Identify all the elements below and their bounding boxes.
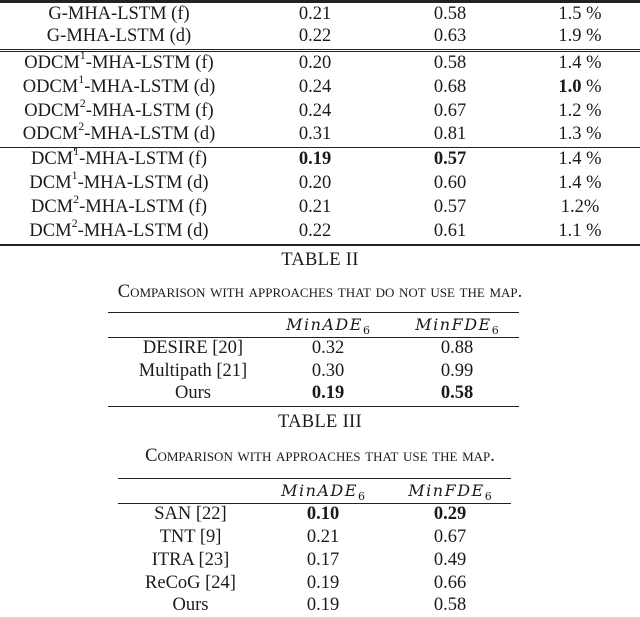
table-row	[0, 24, 640, 48]
table-row	[0, 118, 640, 146]
method-prefix: ODCM	[22, 124, 79, 144]
miss-rate-value: 1.1 %	[558, 221, 602, 241]
table-row	[0, 215, 640, 243]
group-divider	[0, 49, 640, 50]
method-suffix: -MHA-LSTM (f)	[85, 53, 214, 73]
method-prefix: DCM	[30, 149, 74, 169]
method-prefix: ODCM	[24, 53, 80, 73]
ade-value-best: 0.10	[306, 504, 340, 524]
table3-caption: Comparison with approaches that use the map.	[145, 446, 495, 466]
table2-bottom-rule	[108, 406, 519, 407]
table-row	[0, 2, 640, 26]
table2-title: TABLE II	[281, 250, 359, 270]
fde-value: 0.99	[440, 361, 474, 381]
table-row	[0, 95, 640, 123]
header-text: MinADE	[286, 315, 363, 334]
ade-value: 0.21	[298, 197, 332, 217]
method-name	[0, 71, 238, 99]
ade-value-best: 0.19	[311, 383, 345, 403]
method-name: Multipath [21]	[138, 361, 248, 381]
header-text: MinFDE	[415, 315, 492, 334]
fde-value-best: 0.29	[433, 504, 467, 524]
method-name	[0, 118, 238, 146]
best-value: 1.0	[558, 77, 582, 97]
table-row	[118, 526, 511, 549]
method-suffix: -MHA-LSTM (d)	[77, 221, 209, 241]
table-row	[108, 360, 519, 383]
table-row	[0, 167, 640, 195]
miss-rate-value: 1.2%	[560, 197, 600, 217]
fde-value: 0.68	[433, 77, 467, 97]
ade-value: 0.19	[306, 595, 340, 615]
fde-value: 0.81	[433, 124, 467, 144]
method-suffix: -MHA-LSTM (d)	[77, 173, 209, 193]
method-prefix: DCM	[29, 221, 72, 241]
fde-value: 0.61	[433, 221, 467, 241]
table-row	[118, 503, 511, 526]
superscript: 2	[79, 95, 86, 110]
unit: %	[581, 77, 602, 97]
fde-value: 0.58	[433, 53, 467, 73]
fde-value-best: 0.57	[433, 149, 467, 169]
ade-value: 0.21	[298, 4, 332, 24]
method-name	[0, 95, 238, 123]
ade-value: 0.22	[298, 26, 332, 46]
subscript: 6	[357, 490, 365, 504]
table1-bottom-rule	[0, 244, 640, 246]
ade-value: 0.22	[298, 221, 332, 241]
fde-value: 0.58	[433, 595, 467, 615]
superscript: 1	[73, 143, 80, 158]
fde-value: 0.63	[433, 26, 467, 46]
method-prefix: ODCM	[22, 77, 79, 97]
method-suffix: -MHA-LSTM (d)	[84, 77, 216, 97]
method-suffix: -MHA-LSTM (d)	[84, 124, 216, 144]
method-name	[0, 215, 238, 243]
subscript: 6	[491, 324, 499, 338]
subscript: 6	[362, 324, 370, 338]
table-row	[108, 382, 519, 405]
fde-value: 0.67	[433, 101, 467, 121]
method-name: TNT [9]	[159, 527, 222, 547]
miss-rate-value: 1.4 %	[558, 173, 602, 193]
header-text: MinADE	[281, 481, 358, 500]
method-name	[0, 143, 238, 171]
method-name	[0, 167, 238, 195]
method-name: ITRA [23]	[151, 550, 230, 570]
method-name: G-MHA-LSTM (d)	[46, 26, 192, 46]
ade-value: 0.32	[311, 338, 345, 358]
ade-value: 0.21	[306, 527, 340, 547]
method-name	[0, 47, 238, 75]
table-row	[108, 337, 519, 360]
ade-value: 0.30	[311, 361, 345, 381]
ade-value: 0.24	[298, 77, 332, 97]
fde-value-best: 0.58	[440, 383, 474, 403]
method-suffix: -MHA-LSTM (f)	[85, 101, 214, 121]
miss-rate-value: 1.5 %	[558, 4, 602, 24]
table-row	[118, 594, 511, 617]
table-row	[0, 47, 640, 75]
method-name: Ours	[172, 595, 209, 615]
miss-rate-value: 1.4 %	[558, 149, 602, 169]
table-row	[118, 572, 511, 595]
fde-value: 0.57	[433, 197, 467, 217]
fde-value: 0.67	[433, 527, 467, 547]
fde-value: 0.88	[440, 338, 474, 358]
superscript: 2	[73, 191, 80, 206]
method-suffix: -MHA-LSTM (f)	[79, 149, 208, 169]
superscript: 1	[79, 47, 86, 62]
superscript: 2	[71, 215, 78, 230]
ade-value: 0.20	[298, 53, 332, 73]
method-name: G-MHA-LSTM (f)	[48, 4, 190, 24]
header-text: MinFDE	[408, 481, 485, 500]
method-prefix: ODCM	[24, 101, 80, 121]
ade-value: 0.24	[298, 101, 332, 121]
superscript: 1	[78, 71, 85, 86]
ade-value: 0.17	[306, 550, 340, 570]
subscript: 6	[484, 490, 492, 504]
miss-rate-value: 1.4 %	[558, 53, 602, 73]
table2-caption: Comparison with approaches that do not use the map.	[117, 282, 523, 302]
miss-rate-value: 1.9 %	[558, 26, 602, 46]
fde-value: 0.66	[433, 573, 467, 593]
table-row	[0, 191, 640, 219]
method-prefix: DCM	[29, 173, 72, 193]
table-row	[0, 71, 640, 99]
superscript: 2	[78, 118, 85, 133]
ade-value: 0.20	[298, 173, 332, 193]
method-name	[0, 191, 238, 219]
table-header-row	[108, 313, 519, 336]
fde-value: 0.58	[433, 4, 467, 24]
method-prefix: DCM	[30, 197, 74, 217]
method-name: SAN [22]	[154, 504, 227, 524]
fde-value: 0.60	[433, 173, 467, 193]
miss-rate-value: 1.3 %	[558, 124, 602, 144]
table-row	[118, 549, 511, 572]
method-name: ReCoG [24]	[145, 573, 236, 593]
miss-rate-value: 1.2 %	[558, 101, 602, 121]
ade-value-best: 0.19	[298, 149, 332, 169]
fde-value: 0.49	[433, 550, 467, 570]
ade-value: 0.31	[298, 124, 332, 144]
method-name: Ours	[175, 383, 211, 403]
method-name: DESIRE [20]	[142, 338, 244, 358]
table3-title: TABLE III	[278, 412, 362, 432]
superscript: 1	[71, 167, 78, 182]
results-table-2	[108, 312, 519, 407]
miss-rate-value	[520, 75, 640, 99]
ade-value: 0.19	[306, 573, 340, 593]
method-suffix: -MHA-LSTM (f)	[79, 197, 208, 217]
table-header-row	[118, 479, 511, 502]
results-table-3	[118, 478, 511, 615]
table-row	[0, 143, 640, 171]
